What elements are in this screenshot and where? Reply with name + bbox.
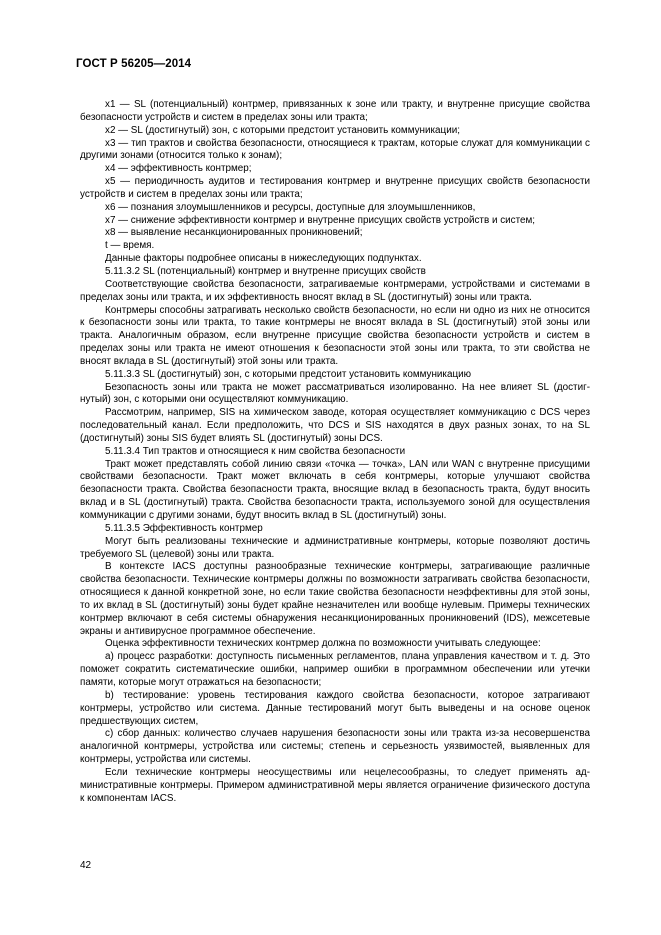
paragraph: Если технические контрмеры неосуществимы или нецелесообразны, то следует применять административные контрмеры. Примером административной меры является ограничение физического доступа к компонентам IACS. bbox=[80, 766, 590, 804]
paragraph: В контексте IACS доступны разнообразные технические контрмеры, затрагивающие различные свойства безопасности. Технические контрмеры должны по возможности затрагивать свойства безопасности, относящиеся к данной конкретной зоне, но если такие свойства безопасности неэффективны для этой зоны, то их вклад в SL (достигнутый) зоны будет крайне незначителен или вообще нулевым. Примеры технических контрмер включают в себя системы обнаружения несанкционированных проникновений (IDS), межсетевые экраны и антивирусное программное обеспечение. bbox=[80, 561, 590, 637]
paragraph: Рассмотрим, например, SIS на химическом заводе, которая осуществляет коммуникацию с DCS через последовательный канал. Если предположить, что DCS и SIS находятся в двух разных зонах, то на SL (достигнутый) зоны SIS будет влиять SL (достигнутый) зоны DCS. bbox=[80, 407, 590, 444]
list-item: а) процесс разработки: доступность письменных регламентов, плана управления качеством и т. д. Это поможет сократить систематические ошибки, например ошибки в программном обеспечении или утечки памяти, которые могут отражаться на безопасности; bbox=[80, 651, 590, 688]
paragraph: Соответствующие свойства безопасности, затрагиваемые контрмерами, устройствами и системами в пределах зоны или тракта, и их эффективность вносят вклад в SL (достигнутый) зоны или тракта. bbox=[80, 278, 590, 303]
list-item: с) сбор данных: количество случаев нарушения безопасности зоны или тракта из-за несовершенства аналогичной контрмеры, устройства или системы; степень и серьезность уязвимостей, выявленных для контрмеры, устройства или системы. bbox=[80, 728, 590, 766]
page-number: 42 bbox=[80, 860, 92, 871]
paragraph: Данные факторы подробнее описаны в нижеследующих подпунктах. bbox=[105, 253, 422, 265]
paragraph: Безопасность зоны или тракта не может рассматриваться изолированно. На нее влияет SL (достигнутый) зон, с которыми они осуществляют коммуникацию. bbox=[80, 381, 590, 406]
page-body bbox=[80, 99, 590, 805]
paragraph: x6 — познания злоумышленников и ресурсы, доступные для злоумышленников, bbox=[105, 201, 476, 213]
section-heading: 5.11.3.4 Тип трактов и относящиеся к ним свойства безопасности bbox=[105, 445, 406, 457]
section-heading: 5.11.3.3 SL (достигнутый) зон, с которыми предстоит установить коммуникацию bbox=[105, 368, 472, 380]
section-heading: 5.11.3.5 Эффективность контрмер bbox=[105, 522, 263, 534]
paragraph: x3 — тип трактов и свойства безопасности, относящиеся к трактам, которые служат для коммуникации с другими зонами (относится только к зонам); bbox=[80, 137, 590, 162]
paragraph: Могут быть реализованы технические и административные контрмеры, которые позволяют достичь требуемого SL (целевой) зоны или тракта. bbox=[80, 535, 590, 560]
paragraph: x8 — выявление несанкционированных проникновений; bbox=[105, 227, 363, 239]
paragraph: x4 — эффективность контрмер; bbox=[105, 163, 252, 175]
paragraph: t — время. bbox=[105, 240, 155, 252]
paragraph: x1 — SL (потенциальный) контрмер, привязанных к зоне или тракту, и внутренне присущие свойства безопасности устройств и систем в пределах зоны или тракта; bbox=[80, 99, 590, 123]
list-item: b) тестирование: уровень тестирования каждого свойства безопасности, которое затрагивают контрмеры, устройство или система. Данные тестирований могут быть выведены и на основе оценок предшествующих систем, bbox=[80, 689, 590, 727]
paragraph: x2 — SL (достигнутый) зон, с которыми предстоит установить коммуникации; bbox=[105, 124, 460, 136]
paragraph: Контрмеры способны затрагивать несколько свойств безопасности, но если ни одно из них не относится к безопасности зоны или тракта, то такие контрмеры не вносят вклада в SL (достигнутый) этой зоны или тракта. Аналогичным образом, если внутренне присущие свойства безопасности устройств и систем в пределах зоны или тракта не имеют отношения к безопасности этой зоны или тракта, то эти свойства не вносят вклада в SL (достигнутый) этой зоны или тракта. bbox=[80, 304, 590, 367]
document-header: ГОСТ Р 56205—2014 bbox=[76, 58, 192, 70]
paragraph: x7 — снижение эффективности контрмер и внутренне присущих свойств устройств и систем; bbox=[105, 214, 536, 226]
paragraph: Оценка эффективности технических контрмер должна по возможности учитывать следующее: bbox=[105, 638, 541, 650]
paragraph: x5 — периодичность аудитов и тестирования контрмер и внутренне присущих свойств безопасности устройств и систем в пределах зоны или тракта; bbox=[80, 176, 590, 200]
section-heading: 5.11.3.2 SL (потенциальный) контрмер и внутренне присущих свойств bbox=[105, 265, 426, 277]
paragraph: Тракт может представлять собой линию связи «точка — точка», LAN или WAN с внутренне присущими свойствами безопасности. Тракт может включать в себя контрмеры, которые улучшают свойства безопасности тракта. Свойства безопасности тракта, вносящие вклад в безопасность тракта, будут вносить вклад и в SL (достигнутый) тракта. Свойства безопасности тракта, используемого зоной для осуществления коммуникации с другими зонами, будут вносить вклад в SL (достигнутый) зоны. bbox=[80, 458, 590, 521]
